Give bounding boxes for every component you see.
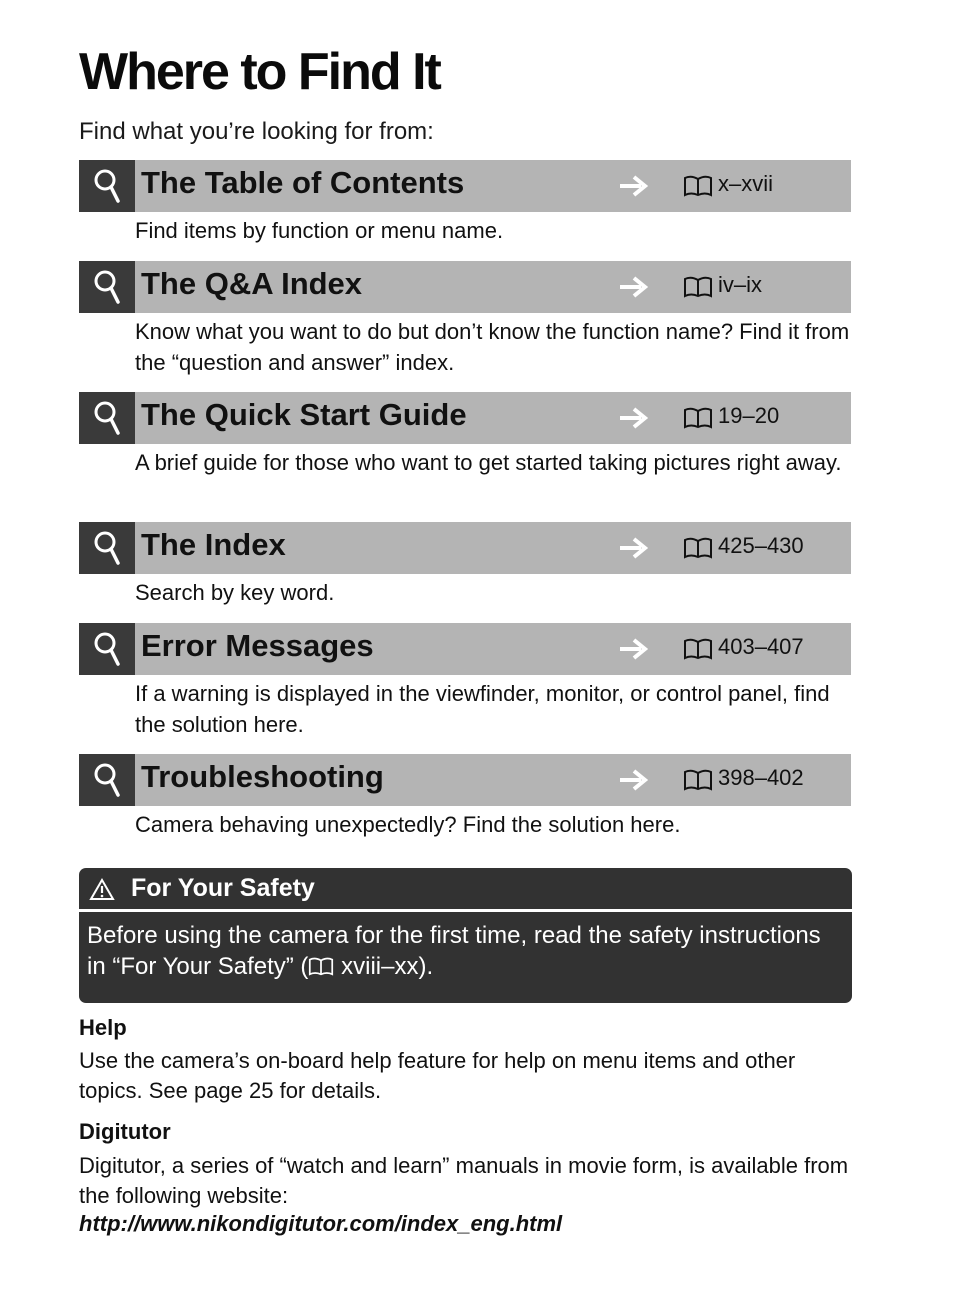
entry-title: The Quick Start Guide: [141, 397, 467, 432]
safety-text-end: ).: [418, 953, 434, 980]
page-reference: x–xvii: [718, 171, 774, 196]
magnifier-icon: [79, 623, 135, 675]
entry-bar: [79, 160, 851, 212]
entry-description: A brief guide for those who want to get started taking pictures right away.: [135, 450, 842, 475]
entry-error-messages: [79, 623, 851, 740]
entry-bar: [79, 522, 851, 574]
entry-title: Troubleshooting: [141, 759, 384, 794]
safety-title: For Your Safety: [131, 874, 315, 902]
entry-title: The Index: [141, 527, 286, 562]
right-arrow-icon: [617, 403, 651, 433]
digitutor-heading: Digitutor: [79, 1119, 171, 1144]
digitutor-body: Digitutor, a series of “watch and learn” manuals in movie form, is available from the following website:: [79, 1153, 849, 1208]
page-title: Where to Find It: [79, 43, 440, 101]
magnifier-icon: [79, 160, 135, 212]
safety-notice: [79, 868, 852, 1003]
entry-troubleshooting: [79, 754, 851, 840]
magnifier-icon: [79, 392, 135, 444]
right-arrow-icon: [617, 634, 651, 664]
book-icon: [683, 769, 713, 791]
magnifier-icon: [79, 522, 135, 574]
safety-body: [87, 920, 837, 982]
book-icon: [683, 537, 713, 559]
book-icon: [683, 638, 713, 660]
digitutor-url-link[interactable]: http://www.nikondigitutor.com/index_eng.html: [79, 1211, 563, 1236]
entry-table-of-contents: [79, 160, 851, 246]
entry-bar: [79, 623, 851, 675]
entry-bar: [79, 261, 851, 313]
entry-description: Know what you want to do but don’t know the function name? Find it from the “question and answer” index.: [135, 319, 850, 375]
entry-description: Search by key word.: [135, 580, 335, 605]
entry-title: Error Messages: [141, 628, 374, 663]
safety-text: Before using the camera for the first time, read the safety instructions in “For Your Safety” (: [87, 922, 821, 980]
entry-index: [79, 522, 851, 608]
entry-description: Find items by function or menu name.: [135, 218, 504, 243]
entry-description: Camera behaving unexpectedly? Find the solution here.: [135, 812, 681, 837]
right-arrow-icon: [617, 765, 651, 795]
page-reference: iv–ix: [718, 272, 763, 297]
help-body: Use the camera’s on-board help feature for help on menu items and other topics. See page 25 for details.: [79, 1048, 796, 1103]
entry-bar: [79, 754, 851, 806]
book-icon: [308, 957, 334, 976]
help-heading: Help: [79, 1015, 127, 1040]
warning-triangle-icon: [89, 878, 115, 901]
book-icon: [683, 407, 713, 429]
right-arrow-icon: [617, 171, 651, 201]
magnifier-icon: [79, 754, 135, 806]
entry-qa-index: [79, 261, 851, 378]
right-arrow-icon: [617, 533, 651, 563]
entry-title: The Q&A Index: [141, 266, 363, 301]
entry-title: The Table of Contents: [141, 165, 465, 200]
book-icon: [683, 276, 713, 298]
entry-quick-start-guide: [79, 392, 851, 478]
page-reference: 19–20: [718, 403, 780, 428]
page-subtitle: Find what you’re looking for from:: [79, 118, 434, 145]
right-arrow-icon: [617, 272, 651, 302]
entry-description: If a warning is displayed in the viewfinder, monitor, or control panel, find the solution here.: [135, 681, 830, 737]
page-reference: 403–407: [718, 634, 804, 659]
safety-pages: xviii–xx: [341, 953, 419, 980]
page-reference: 398–402: [718, 765, 804, 790]
entry-bar: [79, 392, 851, 444]
book-icon: [683, 175, 713, 197]
magnifier-icon: [79, 261, 135, 313]
page-reference: 425–430: [718, 533, 804, 558]
safety-header: [79, 868, 852, 912]
